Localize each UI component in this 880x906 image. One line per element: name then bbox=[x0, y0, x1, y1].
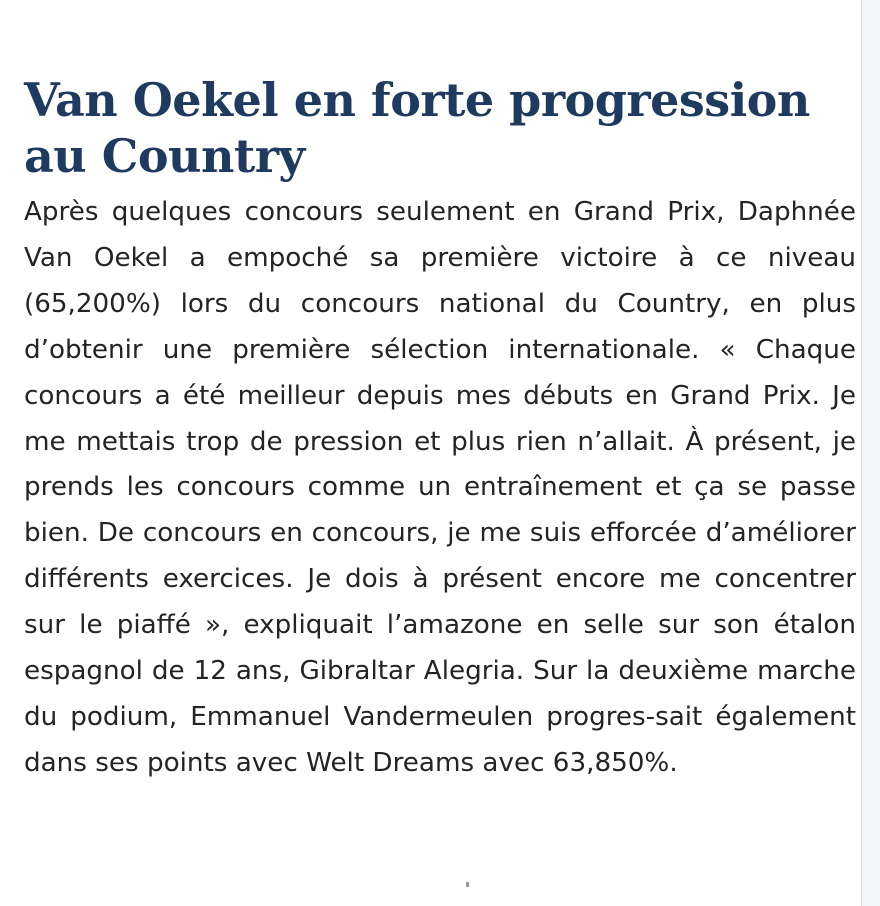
article-body: Après quelques concours seulement en Grand Prix, Daphnée Van Oekel a empoché sa première victoire à ce niveau (65,200%) lors du concours national du Country, en plus d’obtenir une première sélection internationale. « Chaque concours a été meilleur depuis mes débuts en Grand Prix. Je me mettais trop de pression et plus rien n’allait. À présent, je prends les concours comme un entraînement et ça se passe bien. De concours en concours, je me suis efforcée d’améliorer différents exercices. Je dois à présent encore me concentrer sur le piaffé », expliquait l’amazone en selle sur son étalon espagnol de 12 ans, Gibraltar Alegria. Sur la deuxième marche du podium, Emmanuel Vandermeulen progres-sait également dans ses points avec Welt Dreams avec 63,850%. bbox=[24, 197, 856, 778]
scan-speck bbox=[466, 882, 469, 887]
article-title: Van Oekel en forte progression au Country bbox=[24, 73, 810, 183]
page-edge bbox=[861, 0, 880, 906]
